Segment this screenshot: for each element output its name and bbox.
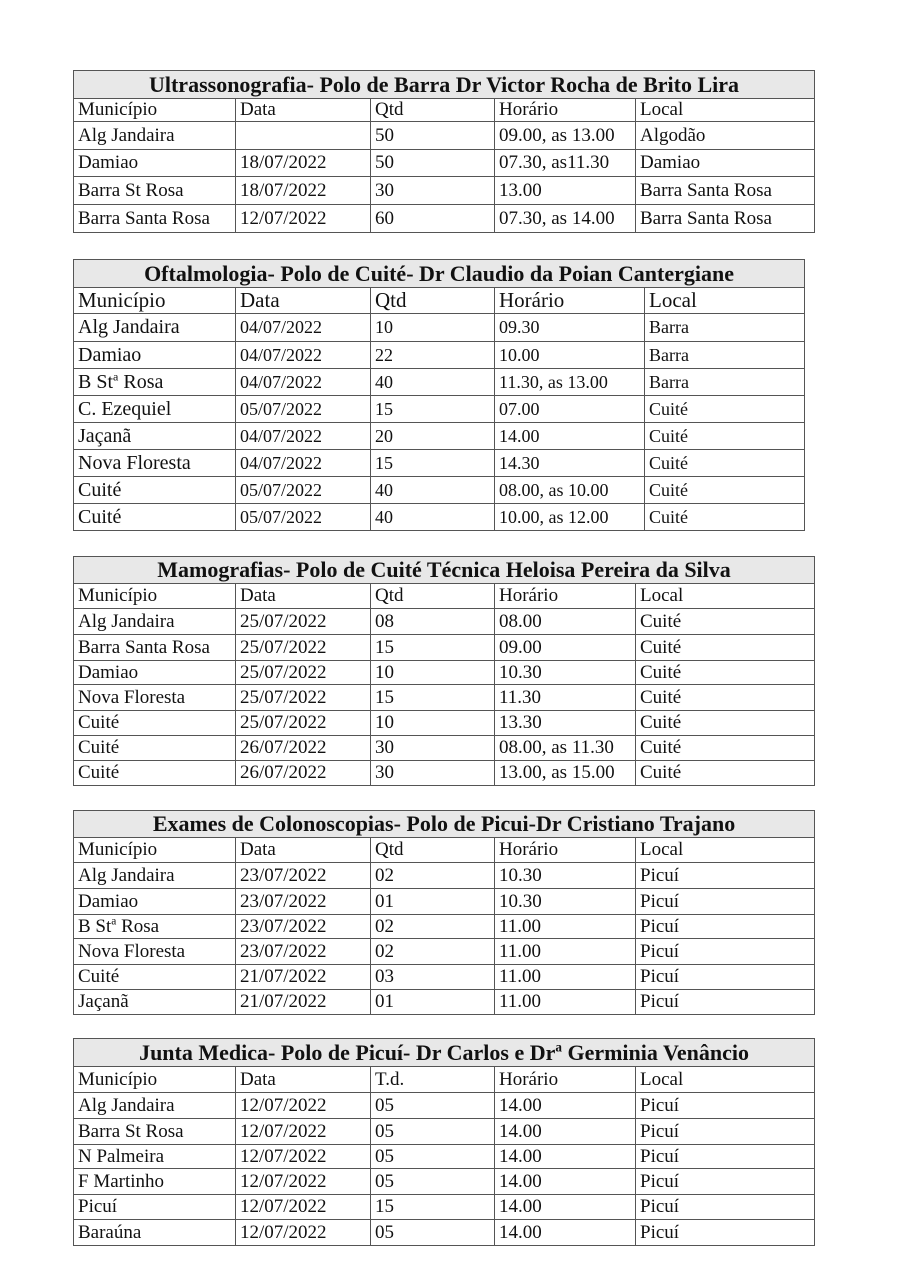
cell-horario: 11.00 [495,965,636,990]
cell-horario: 14.00 [495,1220,636,1246]
cell-data: 04/07/2022 [236,369,371,396]
cell-data: 21/07/2022 [236,965,371,990]
cell-horario: 11.00 [495,990,636,1015]
cell-data: 04/07/2022 [236,423,371,450]
cell-municipio: Jaçanã [74,423,236,450]
table-row [74,342,805,369]
cell-local: Barra [645,314,805,342]
cell-municipio: Cuité [74,965,236,990]
cell-municipio: Nova Floresta [74,450,236,477]
column-header-local: Local [636,584,815,609]
column-header-horario: Horário [495,99,636,122]
cell-local: Picuí [636,1145,815,1169]
cell-qtd: 10 [371,661,495,685]
cell-horario: 13.30 [495,711,636,736]
cell-local: Picuí [636,939,815,965]
table-colonoscopias [73,810,815,1015]
table-oftalmologia [73,259,805,531]
cell-municipio: Damiao [74,889,236,915]
cell-municipio: Damiao [74,150,236,177]
cell-qtd: 10 [371,314,495,342]
cell-municipio: Jaçanã [74,990,236,1015]
cell-local: Picuí [636,1093,815,1119]
cell-municipio: Barra Santa Rosa [74,205,236,233]
cell-municipio: Picuí [74,1195,236,1220]
cell-local: Picuí [636,863,815,889]
table-row [74,685,815,711]
cell-data: 12/07/2022 [236,1093,371,1119]
cell-municipio: F Martinho [74,1169,236,1195]
cell-horario: 14.00 [495,1195,636,1220]
cell-local: Cuité [645,396,805,423]
cell-horario: 11.00 [495,939,636,965]
cell-qtd: 02 [371,915,495,939]
cell-qtd: 01 [371,889,495,915]
cell-qtd: 10 [371,711,495,736]
cell-local: Algodão [636,122,815,150]
column-header-municipio: Município [74,99,236,122]
table-row [74,609,815,635]
table-title: Junta Medica- Polo de Picuí- Dr Carlos e Dr$^a$ Germinia Venâncio [74,1039,815,1067]
cell-qtd: 05 [371,1119,495,1145]
cell-municipio: N Palmeira [74,1145,236,1169]
table-row [74,915,815,939]
column-header-qtd: Qtd [371,99,495,122]
cell-municipio: Barra St Rosa [74,1119,236,1145]
cell-municipio: Cuité [74,761,236,786]
cell-municipio: B St$^a$ Rosa [74,915,236,939]
cell-horario: 07.30, as11.30 [495,150,636,177]
cell-horario: 09.00, as 13.00 [495,122,636,150]
cell-horario: 08.00, as 10.00 [495,477,645,504]
table-title: Exames de Colonoscopias- Polo de Picui-Dr Cristiano Trajano [74,811,815,838]
cell-qtd: 15 [371,1195,495,1220]
cell-local: Picuí [636,1220,815,1246]
cell-local: Picuí [636,915,815,939]
cell-horario: 13.00 [495,177,636,205]
cell-horario: 08.00, as 11.30 [495,736,636,761]
table-title: Oftalmologia- Polo de Cuité- Dr Claudio da Poian Cantergiane [74,260,805,288]
cell-local: Cuité [636,711,815,736]
column-header-data: Data [236,838,371,863]
table-title: Mamografias- Polo de Cuité Técnica Heloisa Pereira da Silva [74,557,815,584]
cell-data: 12/07/2022 [236,205,371,233]
cell-municipio: Alg Jandaira [74,609,236,635]
cell-qtd: 22 [371,342,495,369]
column-header-horario: Horário [495,838,636,863]
cell-qtd: 15 [371,396,495,423]
cell-local: Cuité [636,635,815,661]
cell-horario: 14.00 [495,423,645,450]
cell-data: 05/07/2022 [236,396,371,423]
cell-qtd: 20 [371,423,495,450]
cell-local: Barra [645,369,805,396]
cell-horario: 13.00, as 15.00 [495,761,636,786]
cell-municipio: Damiao [74,342,236,369]
cell-local: Cuité [645,477,805,504]
column-header-qtd: Qtd [371,288,495,314]
table-row [74,1220,815,1246]
table-mamografias [73,556,815,786]
cell-horario: 09.00 [495,635,636,661]
cell-municipio: Alg Jandaira [74,863,236,889]
cell-horario: 09.30 [495,314,645,342]
cell-municipio: Barra St Rosa [74,177,236,205]
cell-data: 23/07/2022 [236,915,371,939]
cell-horario: 14.00 [495,1145,636,1169]
cell-local: Cuité [636,609,815,635]
cell-data: 26/07/2022 [236,736,371,761]
cell-qtd: 01 [371,990,495,1015]
cell-qtd: 05 [371,1145,495,1169]
column-header-qtd: T.d. [371,1067,495,1093]
cell-data: 25/07/2022 [236,711,371,736]
table-row [74,122,815,150]
cell-qtd: 30 [371,736,495,761]
cell-data: 25/07/2022 [236,661,371,685]
cell-horario: 11.30, as 13.00 [495,369,645,396]
cell-qtd: 02 [371,939,495,965]
cell-data: 25/07/2022 [236,635,371,661]
table-row [74,661,815,685]
cell-municipio: C. Ezequiel [74,396,236,423]
column-header-data: Data [236,1067,371,1093]
cell-municipio: Alg Jandaira [74,314,236,342]
cell-qtd: 15 [371,450,495,477]
cell-municipio: Cuité [74,736,236,761]
cell-qtd: 02 [371,863,495,889]
column-header-horario: Horário [495,1067,636,1093]
table-row [74,863,815,889]
table-row [74,423,805,450]
column-header-municipio: Município [74,288,236,314]
column-header-data: Data [236,99,371,122]
cell-local: Cuité [645,504,805,531]
cell-data: 04/07/2022 [236,314,371,342]
column-header-qtd: Qtd [371,838,495,863]
column-header-local: Local [636,99,815,122]
cell-data: 21/07/2022 [236,990,371,1015]
cell-local: Cuité [645,423,805,450]
column-header-data: Data [236,584,371,609]
table-row [74,369,805,396]
table-title: Ultrassonografia- Polo de Barra Dr Victor Rocha de Brito Lira [74,71,815,99]
cell-qtd: 40 [371,369,495,396]
table-ultrassonografia [73,70,815,233]
cell-data: 12/07/2022 [236,1119,371,1145]
cell-data: 04/07/2022 [236,342,371,369]
table-row [74,1119,815,1145]
cell-local: Picuí [636,889,815,915]
cell-data: 23/07/2022 [236,863,371,889]
cell-horario: 10.30 [495,863,636,889]
cell-horario: 14.00 [495,1093,636,1119]
cell-data: 12/07/2022 [236,1169,371,1195]
column-header-municipio: Município [74,838,236,863]
cell-local: Damiao [636,150,815,177]
cell-horario: 07.30, as 14.00 [495,205,636,233]
cell-local: Picuí [636,990,815,1015]
cell-qtd: 15 [371,635,495,661]
table-row [74,1169,815,1195]
cell-local: Barra [645,342,805,369]
cell-data: 18/07/2022 [236,177,371,205]
cell-horario: 11.30 [495,685,636,711]
cell-municipio: B St$^a$ Rosa [74,369,236,396]
cell-local: Barra Santa Rosa [636,205,815,233]
table-row [74,450,805,477]
cell-horario: 07.00 [495,396,645,423]
table-row [74,504,805,531]
cell-qtd: 05 [371,1220,495,1246]
cell-local: Picuí [636,965,815,990]
cell-qtd: 08 [371,609,495,635]
column-header-horario: Horário [495,288,645,314]
column-header-horario: Horário [495,584,636,609]
column-header-qtd: Qtd [371,584,495,609]
cell-local: Cuité [645,450,805,477]
cell-local: Cuité [636,661,815,685]
cell-data: 12/07/2022 [236,1195,371,1220]
table-row [74,635,815,661]
table-row [74,1195,815,1220]
column-header-local: Local [636,838,815,863]
cell-horario: 14.30 [495,450,645,477]
cell-local: Picuí [636,1195,815,1220]
cell-data [236,122,371,150]
cell-data: 23/07/2022 [236,939,371,965]
cell-local: Cuité [636,685,815,711]
table-row [74,477,805,504]
cell-data: 18/07/2022 [236,150,371,177]
cell-local: Cuité [636,736,815,761]
cell-horario: 10.00 [495,342,645,369]
cell-horario: 11.00 [495,915,636,939]
cell-local: Picuí [636,1169,815,1195]
cell-horario: 10.30 [495,889,636,915]
cell-qtd: 50 [371,122,495,150]
cell-qtd: 50 [371,150,495,177]
cell-qtd: 40 [371,504,495,531]
cell-municipio: Cuité [74,504,236,531]
cell-qtd: 30 [371,761,495,786]
cell-data: 05/07/2022 [236,477,371,504]
cell-qtd: 60 [371,205,495,233]
cell-qtd: 05 [371,1169,495,1195]
table-row [74,965,815,990]
table-row [74,205,815,233]
column-header-data: Data [236,288,371,314]
cell-local: Barra Santa Rosa [636,177,815,205]
table-row [74,711,815,736]
table-row [74,761,815,786]
table-row [74,939,815,965]
cell-qtd: 03 [371,965,495,990]
column-header-municipio: Município [74,584,236,609]
table-row [74,150,815,177]
cell-horario: 14.00 [495,1119,636,1145]
table-row [74,1145,815,1169]
cell-municipio: Alg Jandaira [74,1093,236,1119]
table-junta-medica [73,1038,815,1246]
cell-data: 25/07/2022 [236,685,371,711]
cell-data: 25/07/2022 [236,609,371,635]
table-row [74,1093,815,1119]
cell-qtd: 30 [371,177,495,205]
column-header-local: Local [645,288,805,314]
cell-data: 04/07/2022 [236,450,371,477]
cell-data: 12/07/2022 [236,1220,371,1246]
table-row [74,889,815,915]
cell-data: 12/07/2022 [236,1145,371,1169]
table-row [74,396,805,423]
cell-data: 23/07/2022 [236,889,371,915]
cell-local: Picuí [636,1119,815,1145]
cell-data: 26/07/2022 [236,761,371,786]
cell-municipio: Nova Floresta [74,685,236,711]
table-row [74,314,805,342]
cell-horario: 10.00, as 12.00 [495,504,645,531]
cell-qtd: 40 [371,477,495,504]
cell-municipio: Alg Jandaira [74,122,236,150]
cell-qtd: 05 [371,1093,495,1119]
cell-municipio: Nova Floresta [74,939,236,965]
cell-qtd: 15 [371,685,495,711]
cell-municipio: Cuité [74,477,236,504]
column-header-local: Local [636,1067,815,1093]
cell-horario: 14.00 [495,1169,636,1195]
cell-horario: 10.30 [495,661,636,685]
column-header-municipio: Município [74,1067,236,1093]
cell-data: 05/07/2022 [236,504,371,531]
cell-municipio: Cuité [74,711,236,736]
cell-municipio: Baraúna [74,1220,236,1246]
table-row [74,177,815,205]
table-row [74,990,815,1015]
cell-local: Cuité [636,761,815,786]
cell-horario: 08.00 [495,609,636,635]
cell-municipio: Damiao [74,661,236,685]
cell-municipio: Barra Santa Rosa [74,635,236,661]
table-row [74,736,815,761]
